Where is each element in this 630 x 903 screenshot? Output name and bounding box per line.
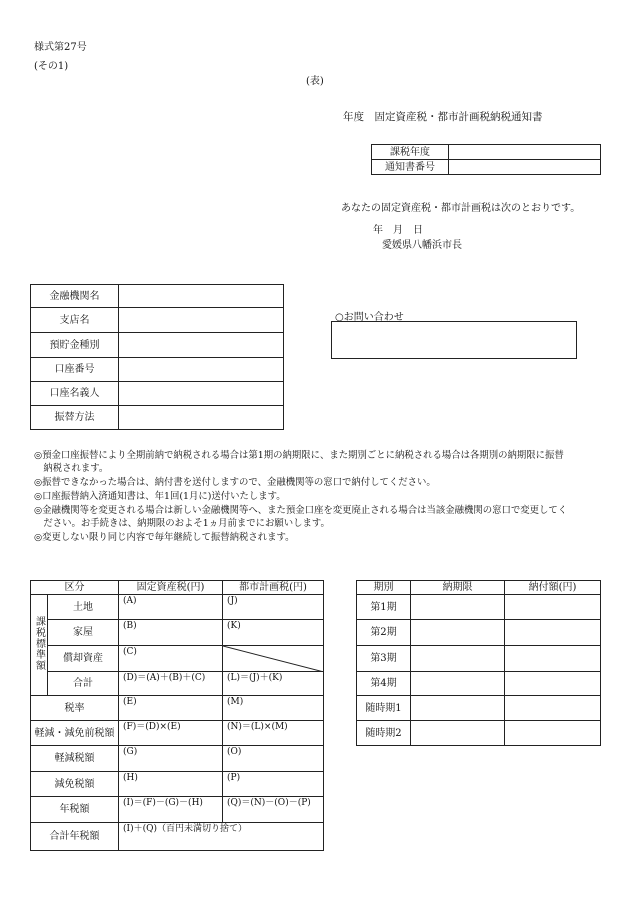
tax-base-group-label [31, 595, 48, 696]
page-title: 年度 固定資産税・都市計画税納税通知書 [343, 111, 543, 123]
form-number: 様式第27号 [34, 42, 87, 53]
due-date-cell [411, 672, 505, 696]
page-side: (表) [306, 76, 324, 87]
header-due-date: 納期限 [411, 581, 505, 595]
row-label-house: 家屋 [48, 620, 119, 646]
cell-fixed-land: (A) [119, 595, 223, 620]
sub-number: (その1) [34, 61, 69, 72]
cell-total-annual-tax: (I)＋(Q)（百円未満切り捨て） [119, 823, 324, 851]
deposit-type-value [119, 333, 284, 358]
transfer-method-label: 振替方法 [31, 406, 119, 430]
due-date-cell [411, 620, 505, 646]
period-label: 第1期 [357, 595, 411, 620]
header-period: 期別 [357, 581, 411, 595]
row-label-pre-reduction: 軽減・減免前税額 [31, 721, 119, 746]
cell-city-exemption: (P) [223, 772, 324, 797]
tax-info-table [371, 144, 601, 175]
cell-fixed-subtotal: (D)＝(A)＋(B)＋(C) [119, 672, 223, 696]
note-line: ◎金融機関等を変更される場合は新しい金融機関等へ、また預金口座を変更廃止される場合は当該金融機関の窓口で変更してく [34, 505, 568, 516]
due-date-cell [411, 595, 505, 620]
bank-account-table [30, 284, 284, 430]
note-line: 納税されます。 [34, 463, 109, 474]
notice-no-value [449, 160, 601, 175]
period-label: 第2期 [357, 620, 411, 646]
date-line: 年 月 日 [373, 225, 423, 236]
note-line: ◎変更しない限り同じ内容で毎年継続して振替納税されます。 [34, 532, 295, 543]
tax-calculation-table [30, 580, 324, 851]
header-category: 区分 [31, 581, 119, 595]
transfer-method-value [119, 406, 284, 430]
account-holder-label: 口座名義人 [31, 382, 119, 406]
branch-name-label: 支店名 [31, 308, 119, 333]
inquiry-label: ○お問い合わせ [335, 312, 404, 323]
period-label: 随時期2 [357, 721, 411, 746]
cell-fixed-annual-tax: (I)＝(F)－(G)－(H) [119, 797, 223, 823]
header-city-planning-tax: 都市計画税(円) [223, 581, 324, 595]
diagonal-strike [223, 646, 324, 672]
row-label-depreciable: 償却資産 [48, 646, 119, 672]
header-fixed-asset-tax: 固定資産税(円) [119, 581, 223, 595]
greeting-text: あなたの固定資産税・都市計画税は次のとおりです。 [341, 203, 581, 214]
row-label-reduction: 軽減税額 [31, 746, 119, 772]
deposit-type-label: 預貯金種別 [31, 333, 119, 358]
amount-cell [505, 672, 601, 696]
bank-name-value [119, 285, 284, 308]
note-line: ださい。お手続きは、納期限のおよそ1ヵ月前までにお願いします。 [34, 518, 330, 529]
cell-fixed-house: (B) [119, 620, 223, 646]
cell-fixed-tax-rate: (E) [119, 696, 223, 721]
period-label: 第4期 [357, 672, 411, 696]
row-label-subtotal: 合計 [48, 672, 119, 696]
row-label-tax-rate: 税率 [31, 696, 119, 721]
bank-name-label: 金融機関名 [31, 285, 119, 308]
cell-city-land: (J) [223, 595, 324, 620]
notice-no-label: 通知書番号 [372, 160, 449, 175]
amount-cell [505, 646, 601, 672]
row-label-land: 土地 [48, 595, 119, 620]
cell-city-house: (K) [223, 620, 324, 646]
note-line: ◎預金口座振替により全期前納で納税される場合は第1期の納期限に、また期別ごとに納税される場合は各期別の納期限に振替 [34, 450, 564, 461]
amount-cell [505, 696, 601, 721]
tax-year-value [449, 145, 601, 160]
cell-fixed-pre-reduction: (F)＝(D)×(E) [119, 721, 223, 746]
amount-cell [505, 595, 601, 620]
account-number-label: 口座番号 [31, 358, 119, 382]
period-label: 随時期1 [357, 696, 411, 721]
due-date-cell [411, 696, 505, 721]
period-label: 第3期 [357, 646, 411, 672]
cell-city-reduction: (O) [223, 746, 324, 772]
note-line: ◎振替できなかった場合は、納付書を送付しますので、金融機関等の窓口で納付してください。 [34, 477, 436, 488]
issuer-name: 愛媛県八幡浜市長 [382, 240, 462, 251]
inquiry-box [331, 321, 577, 359]
cell-city-annual-tax: (Q)＝(N)－(O)－(P) [223, 797, 324, 823]
cell-fixed-reduction: (G) [119, 746, 223, 772]
account-holder-value [119, 382, 284, 406]
due-date-cell [411, 721, 505, 746]
cell-city-depreciable-struck [223, 646, 324, 672]
header-payment-amount: 納付額(円) [505, 581, 601, 595]
due-date-cell [411, 646, 505, 672]
row-label-annual-tax: 年税額 [31, 797, 119, 823]
cell-city-tax-rate: (M) [223, 696, 324, 721]
row-label-total-annual-tax: 合計年税額 [31, 823, 119, 851]
cell-fixed-exemption: (H) [119, 772, 223, 797]
cell-city-pre-reduction: (N)＝(L)×(M) [223, 721, 324, 746]
tax-base-group-text: 課税標準額 [33, 616, 45, 671]
payment-period-table [356, 580, 601, 746]
branch-name-value [119, 308, 284, 333]
account-number-value [119, 358, 284, 382]
amount-cell [505, 721, 601, 746]
row-label-exemption: 減免税額 [31, 772, 119, 797]
amount-cell [505, 620, 601, 646]
cell-fixed-depreciable: (C) [119, 646, 223, 672]
cell-city-subtotal: (L)＝(J)＋(K) [223, 672, 324, 696]
tax-year-label: 課税年度 [372, 145, 449, 160]
note-line: ◎口座振替納入済通知書は、年1回(1月に)送付いたします。 [34, 491, 286, 502]
